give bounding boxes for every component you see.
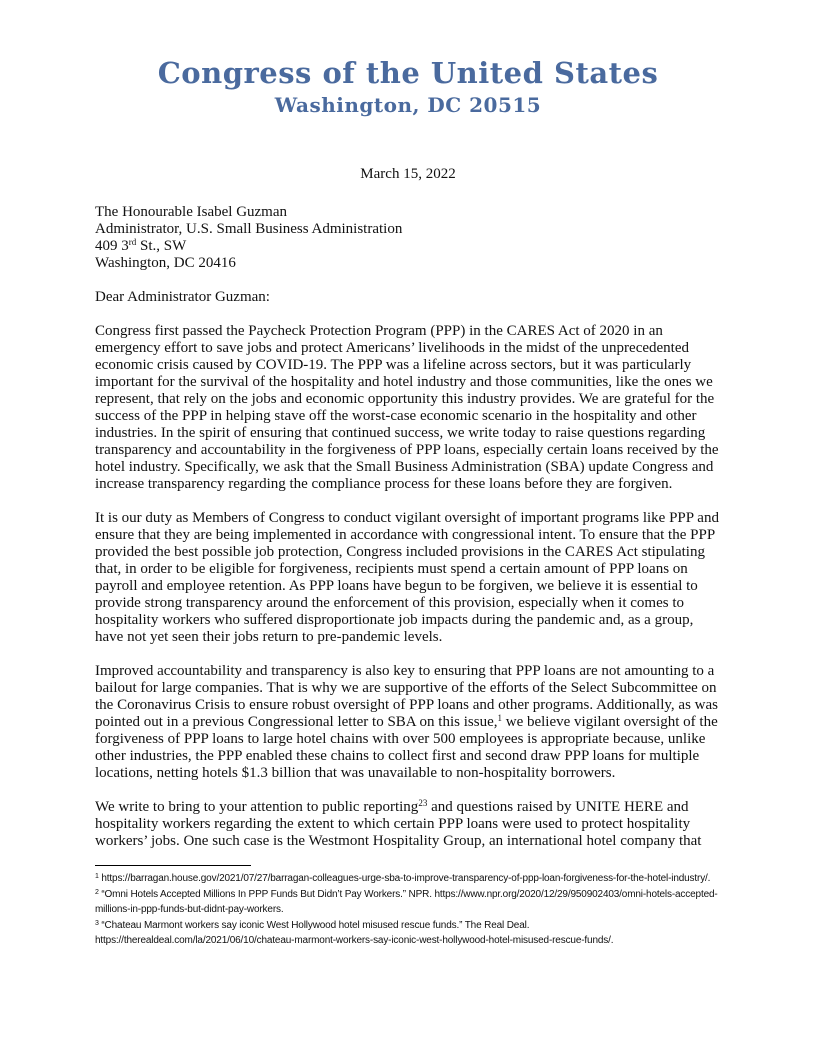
paragraph-1: Congress first passed the Paycheck Protection Program (PPP) in the CARES Act of 2020 in an emergency effort to save jobs and protect Americans’ livelihoods in the midst of the unprecedented economic crisis caused by COVID-19. The PPP was a lifeline across sectors, but it was particularly important for the survival of the hospitality and hotel industry and those communities, like the ones we represent, that rely on the jobs and economic opportunity this industry provides. We are grateful for the success of the PPP in helping stave off the worst-case economic scenario in the hospitality and other industries. In the spirit of ensuring that continued success, we write today to raise questions regarding transparency and accountability in the forgiveness of PPP loans, especially certain loans received by the hotel industry. Specifically, we ask that the Small Business Administration (SBA) update Congress and increase transparency regarding the compliance process for these loans before they are forgiven. <box>95 323 719 492</box>
letterhead-location: Washington, DC 20515 <box>274 93 542 117</box>
footnote-ref-23: 23 <box>418 798 428 808</box>
footnote-divider <box>95 865 251 866</box>
footnote-2-text: “Omni Hotels Accepted Millions In PPP Funds But Didn’t Pay Workers.” NPR. https://www.npr.org/2020/12/29/950902403/omni-hotels-accepted-millions-in-ppp-funds-but-didnt-pay-workers. <box>95 888 718 915</box>
letterhead-title: Congress of the United States <box>157 56 659 90</box>
recipient-name: The Honourable Isabel Guzman <box>95 204 288 220</box>
street-name: St., SW <box>136 238 187 254</box>
recipient-title: Administrator, U.S. Small Business Administration <box>95 221 403 237</box>
paragraph-4 <box>95 799 721 850</box>
footnote-2-number: 2 <box>95 888 99 896</box>
footnote-1 <box>95 871 725 887</box>
recipient-address <box>95 204 721 272</box>
recipient-street <box>95 238 721 255</box>
paragraph-3 <box>95 663 721 782</box>
paragraph-4-text-a: We write to bring to your attention to public reporting <box>95 799 419 815</box>
paragraph-2: It is our duty as Members of Congress to conduct vigilant oversight of important programs like PPP and ensure that they are being implemented in accordance with congressional intent. To ensure that the PPP provided the best possible job protection, Congress included provisions in the CARES Act stipulating that, in order to be eligible for forgiveness, recipients must spend a certain amount of PPP loans on payroll and employee retention. As PPP loans have begun to be forgiven, we believe it is essential to provide strong transparency around the enforcement of this provision, especially when it comes to hospitality workers who suffered disproportionate job impacts during the pandemic and, as a group, have not yet seen their jobs return to pre-pandemic levels. <box>95 510 719 645</box>
letter-body <box>95 166 721 867</box>
footnote-3 <box>95 918 725 949</box>
paragraph-4-text-b: and questions raised by UNITE HERE and hospitality workers regarding the extent to which certain PPP loans were used to protect hospitality workers’ jobs. One such case is the Westmont Hospitality Group, an international hotel company that <box>95 799 702 849</box>
footnote-ref-1: 1 <box>497 713 502 723</box>
letter-date: March 15, 2022 <box>360 166 456 182</box>
street-ordinal: rd <box>128 237 137 247</box>
letterhead <box>0 56 816 118</box>
footnote-2 <box>95 887 725 918</box>
footnotes <box>95 871 725 949</box>
paragraph-3-text-a: Improved accountability and transparency is also key to ensuring that PPP loans are not amounting to a bailout for large companies. That is why we are supportive of the efforts of the Select Subcommittee on the Coronavirus Crisis to ensure robust oversight of PPP loans and other programs. Additionally, as was pointed out in a previous Congressional letter to SBA on this issue, <box>95 663 718 730</box>
footnote-1-number: 1 <box>95 873 99 880</box>
salutation: Dear Administrator Guzman: <box>95 289 270 305</box>
paragraph-3-text-b: we believe vigilant oversight of the forgiveness of PPP loans to large hotel chains with over 500 employees is appropriate because, unlike other industries, the PPP enabled these chains to collect first and second draw PPP loans for multiple locations, netting hotels $1.3 billion that was unavailable to non-hospitality borrowers. <box>95 714 718 781</box>
footnote-1-text: https://barragan.house.gov/2021/07/27/barragan-colleagues-urge-sba-to-improve-transparency-of-ppp-loan-forgiveness-for-the-hotel-industry/. <box>98 873 711 884</box>
street-number: 409 3 <box>95 238 129 254</box>
footnote-3-number: 3 <box>95 919 99 927</box>
recipient-city: Washington, DC 20416 <box>95 255 236 271</box>
footnote-3-text: “Chateau Marmont workers say iconic West Hollywood hotel misused rescue funds.” The Real Deal. https://therealdeal.com/la/2021/06/10/chateau-marmont-workers-say-iconic-west-hollywood-hotel-misused-rescue-funds/. <box>95 919 614 946</box>
